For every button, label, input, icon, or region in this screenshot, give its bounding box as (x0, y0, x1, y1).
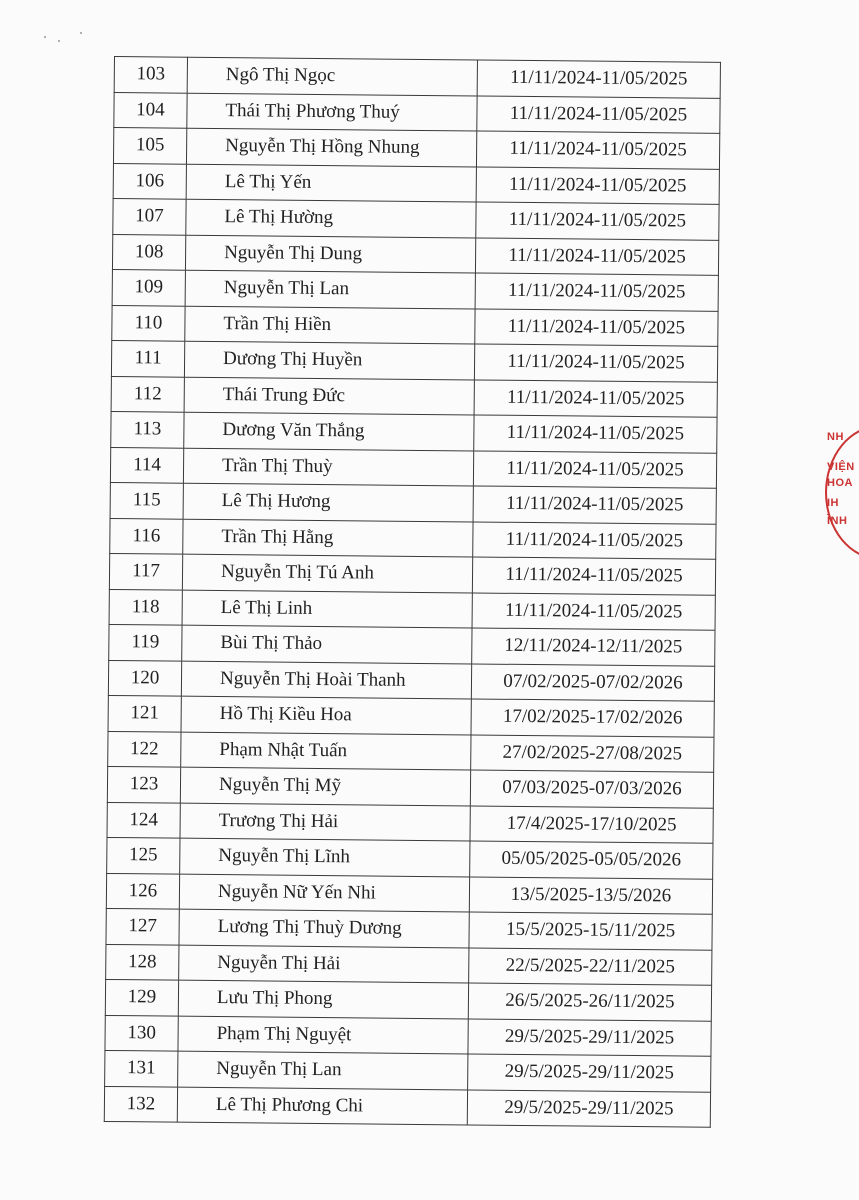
seal-text-line: HOA (827, 477, 853, 489)
person-name: Lê Thị Hường (186, 199, 476, 237)
table-row (106, 873, 712, 914)
table-row (109, 553, 715, 594)
row-number: 109 (112, 269, 185, 305)
person-name: Nguyễn Thị Dung (185, 235, 475, 273)
row-number: 115 (110, 482, 183, 518)
table-row (111, 376, 717, 417)
contract-period: 11/11/2024-11/05/2025 (475, 273, 718, 311)
person-name: Dương Văn Thắng (184, 412, 474, 450)
contract-period: 29/5/2025-29/11/2025 (468, 1054, 711, 1092)
row-number: 117 (109, 553, 182, 589)
person-name: Nguyễn Thị Hoài Thanh (181, 661, 471, 699)
person-name: Lê Thị Phương Chi (177, 1087, 467, 1125)
contract-period: 11/11/2024-11/05/2025 (474, 344, 717, 382)
contract-period: 11/11/2024-11/05/2025 (474, 379, 717, 417)
table-row (112, 269, 718, 310)
person-name: Nguyễn Thị Lĩnh (180, 838, 470, 876)
table-row (114, 57, 720, 98)
row-number: 123 (107, 766, 180, 802)
contract-period: 11/11/2024-11/05/2025 (477, 60, 720, 98)
person-name: Nguyễn Thị Hải (179, 945, 469, 983)
contract-period: 17/4/2025-17/10/2025 (470, 805, 713, 843)
contract-period: 07/03/2025-07/03/2026 (470, 770, 713, 808)
table-row (107, 802, 713, 843)
person-name: Trần Thị Thuỳ (183, 448, 473, 486)
row-number: 114 (110, 447, 183, 483)
row-number: 121 (108, 695, 181, 731)
table-row (113, 128, 719, 169)
table-row (109, 589, 715, 630)
contract-period: 11/11/2024-11/05/2025 (473, 450, 716, 488)
person-name: Trần Thị Hiền (185, 306, 475, 344)
contract-period: 11/11/2024-11/05/2025 (472, 557, 715, 595)
contract-period: 12/11/2024-12/11/2025 (472, 628, 715, 666)
contract-period: 07/02/2025-07/02/2026 (471, 663, 714, 701)
row-number: 106 (113, 163, 186, 199)
table-row (110, 482, 716, 523)
table-row (106, 944, 712, 985)
table-row (105, 1050, 711, 1091)
row-number: 120 (108, 660, 181, 696)
person-name: Phạm Nhật Tuấn (181, 732, 471, 770)
person-name: Bùi Thị Thảo (182, 625, 472, 663)
row-number: 112 (111, 376, 184, 412)
table-row (108, 731, 714, 772)
table-row (106, 908, 712, 949)
person-name: Thái Trung Đức (184, 377, 474, 415)
person-name: Nguyễn Thị Lan (185, 270, 475, 308)
table-row (111, 411, 717, 452)
row-number: 131 (105, 1050, 178, 1086)
seal-text-line: NH (827, 431, 844, 443)
person-name: Trương Thị Hải (180, 803, 470, 841)
personnel-table (104, 56, 721, 1128)
row-number: 119 (109, 624, 182, 660)
red-seal-stamp (825, 425, 859, 565)
table-row (107, 766, 713, 807)
row-number: 125 (107, 837, 180, 873)
row-number: 110 (112, 305, 185, 341)
person-name: Nguyễn Thị Mỹ (180, 767, 470, 805)
contract-period: 11/11/2024-11/05/2025 (476, 166, 719, 204)
seal-text-line: IH (827, 497, 839, 509)
table-row (104, 1086, 710, 1127)
person-name: Nguyễn Thị Hồng Nhung (186, 128, 476, 166)
contract-period: 11/11/2024-11/05/2025 (475, 308, 718, 346)
contract-period: 11/11/2024-11/05/2025 (476, 131, 719, 169)
table-row (105, 979, 711, 1020)
person-name: Trần Thị Hằng (183, 519, 473, 557)
contract-period: 17/02/2025-17/02/2026 (471, 699, 714, 737)
table-row (105, 1015, 711, 1056)
table-row (110, 518, 716, 559)
contract-period: 11/11/2024-11/05/2025 (474, 415, 717, 453)
person-name: Phạm Thị Nguyệt (178, 1016, 468, 1054)
table-row (108, 695, 714, 736)
seal-text-line: ÌNH (827, 515, 848, 527)
person-name: Lưu Thị Phong (178, 980, 468, 1018)
row-number: 127 (106, 908, 179, 944)
row-number: 124 (107, 802, 180, 838)
contract-period: 05/05/2025-05/05/2026 (470, 841, 713, 879)
contract-period: 11/11/2024-11/05/2025 (476, 202, 719, 240)
row-number: 122 (108, 731, 181, 767)
row-number: 108 (112, 234, 185, 270)
row-number: 111 (111, 340, 184, 376)
row-number: 116 (110, 518, 183, 554)
personnel-table-body (104, 57, 720, 1128)
row-number: 103 (114, 57, 187, 93)
table-row (108, 660, 714, 701)
table-row (114, 92, 720, 133)
contract-period: 11/11/2024-11/05/2025 (472, 592, 715, 630)
seal-ring (825, 425, 859, 560)
row-number: 107 (113, 198, 186, 234)
row-number: 132 (104, 1086, 177, 1122)
contract-period: 29/5/2025-29/11/2025 (467, 1089, 710, 1127)
contract-period: 13/5/2025-13/5/2026 (469, 876, 712, 914)
table-row (112, 234, 718, 275)
contract-period: 11/11/2024-11/05/2025 (475, 237, 718, 275)
person-name: Dương Thị Huyền (184, 341, 474, 379)
person-name: Hồ Thị Kiều Hoa (181, 696, 471, 734)
person-name: Thái Thị Phương Thuý (187, 93, 477, 131)
person-name: Lê Thị Yến (186, 164, 476, 202)
row-number: 104 (114, 92, 187, 128)
table-row (107, 837, 713, 878)
person-name: Nguyễn Thị Tú Anh (182, 554, 472, 592)
row-number: 113 (111, 411, 184, 447)
person-name: Lê Thị Linh (182, 590, 472, 628)
table-row (112, 305, 718, 346)
contract-period: 26/5/2025-26/11/2025 (468, 983, 711, 1021)
person-name: Nguyễn Nữ Yến Nhi (179, 874, 469, 912)
contract-period: 15/5/2025-15/11/2025 (469, 912, 712, 950)
row-number: 126 (106, 873, 179, 909)
row-number: 130 (105, 1015, 178, 1051)
contract-period: 11/11/2024-11/05/2025 (473, 486, 716, 524)
contract-period: 11/11/2024-11/05/2025 (477, 95, 720, 133)
table-row (109, 624, 715, 665)
person-name: Lê Thị Hương (183, 483, 473, 521)
person-name: Lương Thị Thuỳ Dương (179, 909, 469, 947)
scan-specks (40, 30, 90, 50)
table-row (113, 198, 719, 239)
contract-period: 11/11/2024-11/05/2025 (473, 521, 716, 559)
row-number: 128 (106, 944, 179, 980)
table-row (111, 340, 717, 381)
person-name: Ngô Thị Ngọc (187, 57, 477, 95)
row-number: 105 (113, 128, 186, 164)
person-name: Nguyễn Thị Lan (178, 1051, 468, 1089)
contract-period: 29/5/2025-29/11/2025 (468, 1018, 711, 1056)
contract-period: 22/5/2025-22/11/2025 (469, 947, 712, 985)
contract-period: 27/02/2025-27/08/2025 (471, 734, 714, 772)
table-row (113, 163, 719, 204)
row-number: 129 (105, 979, 178, 1015)
table-row (110, 447, 716, 488)
row-number: 118 (109, 589, 182, 625)
seal-text-line: VIỆN (827, 461, 855, 473)
